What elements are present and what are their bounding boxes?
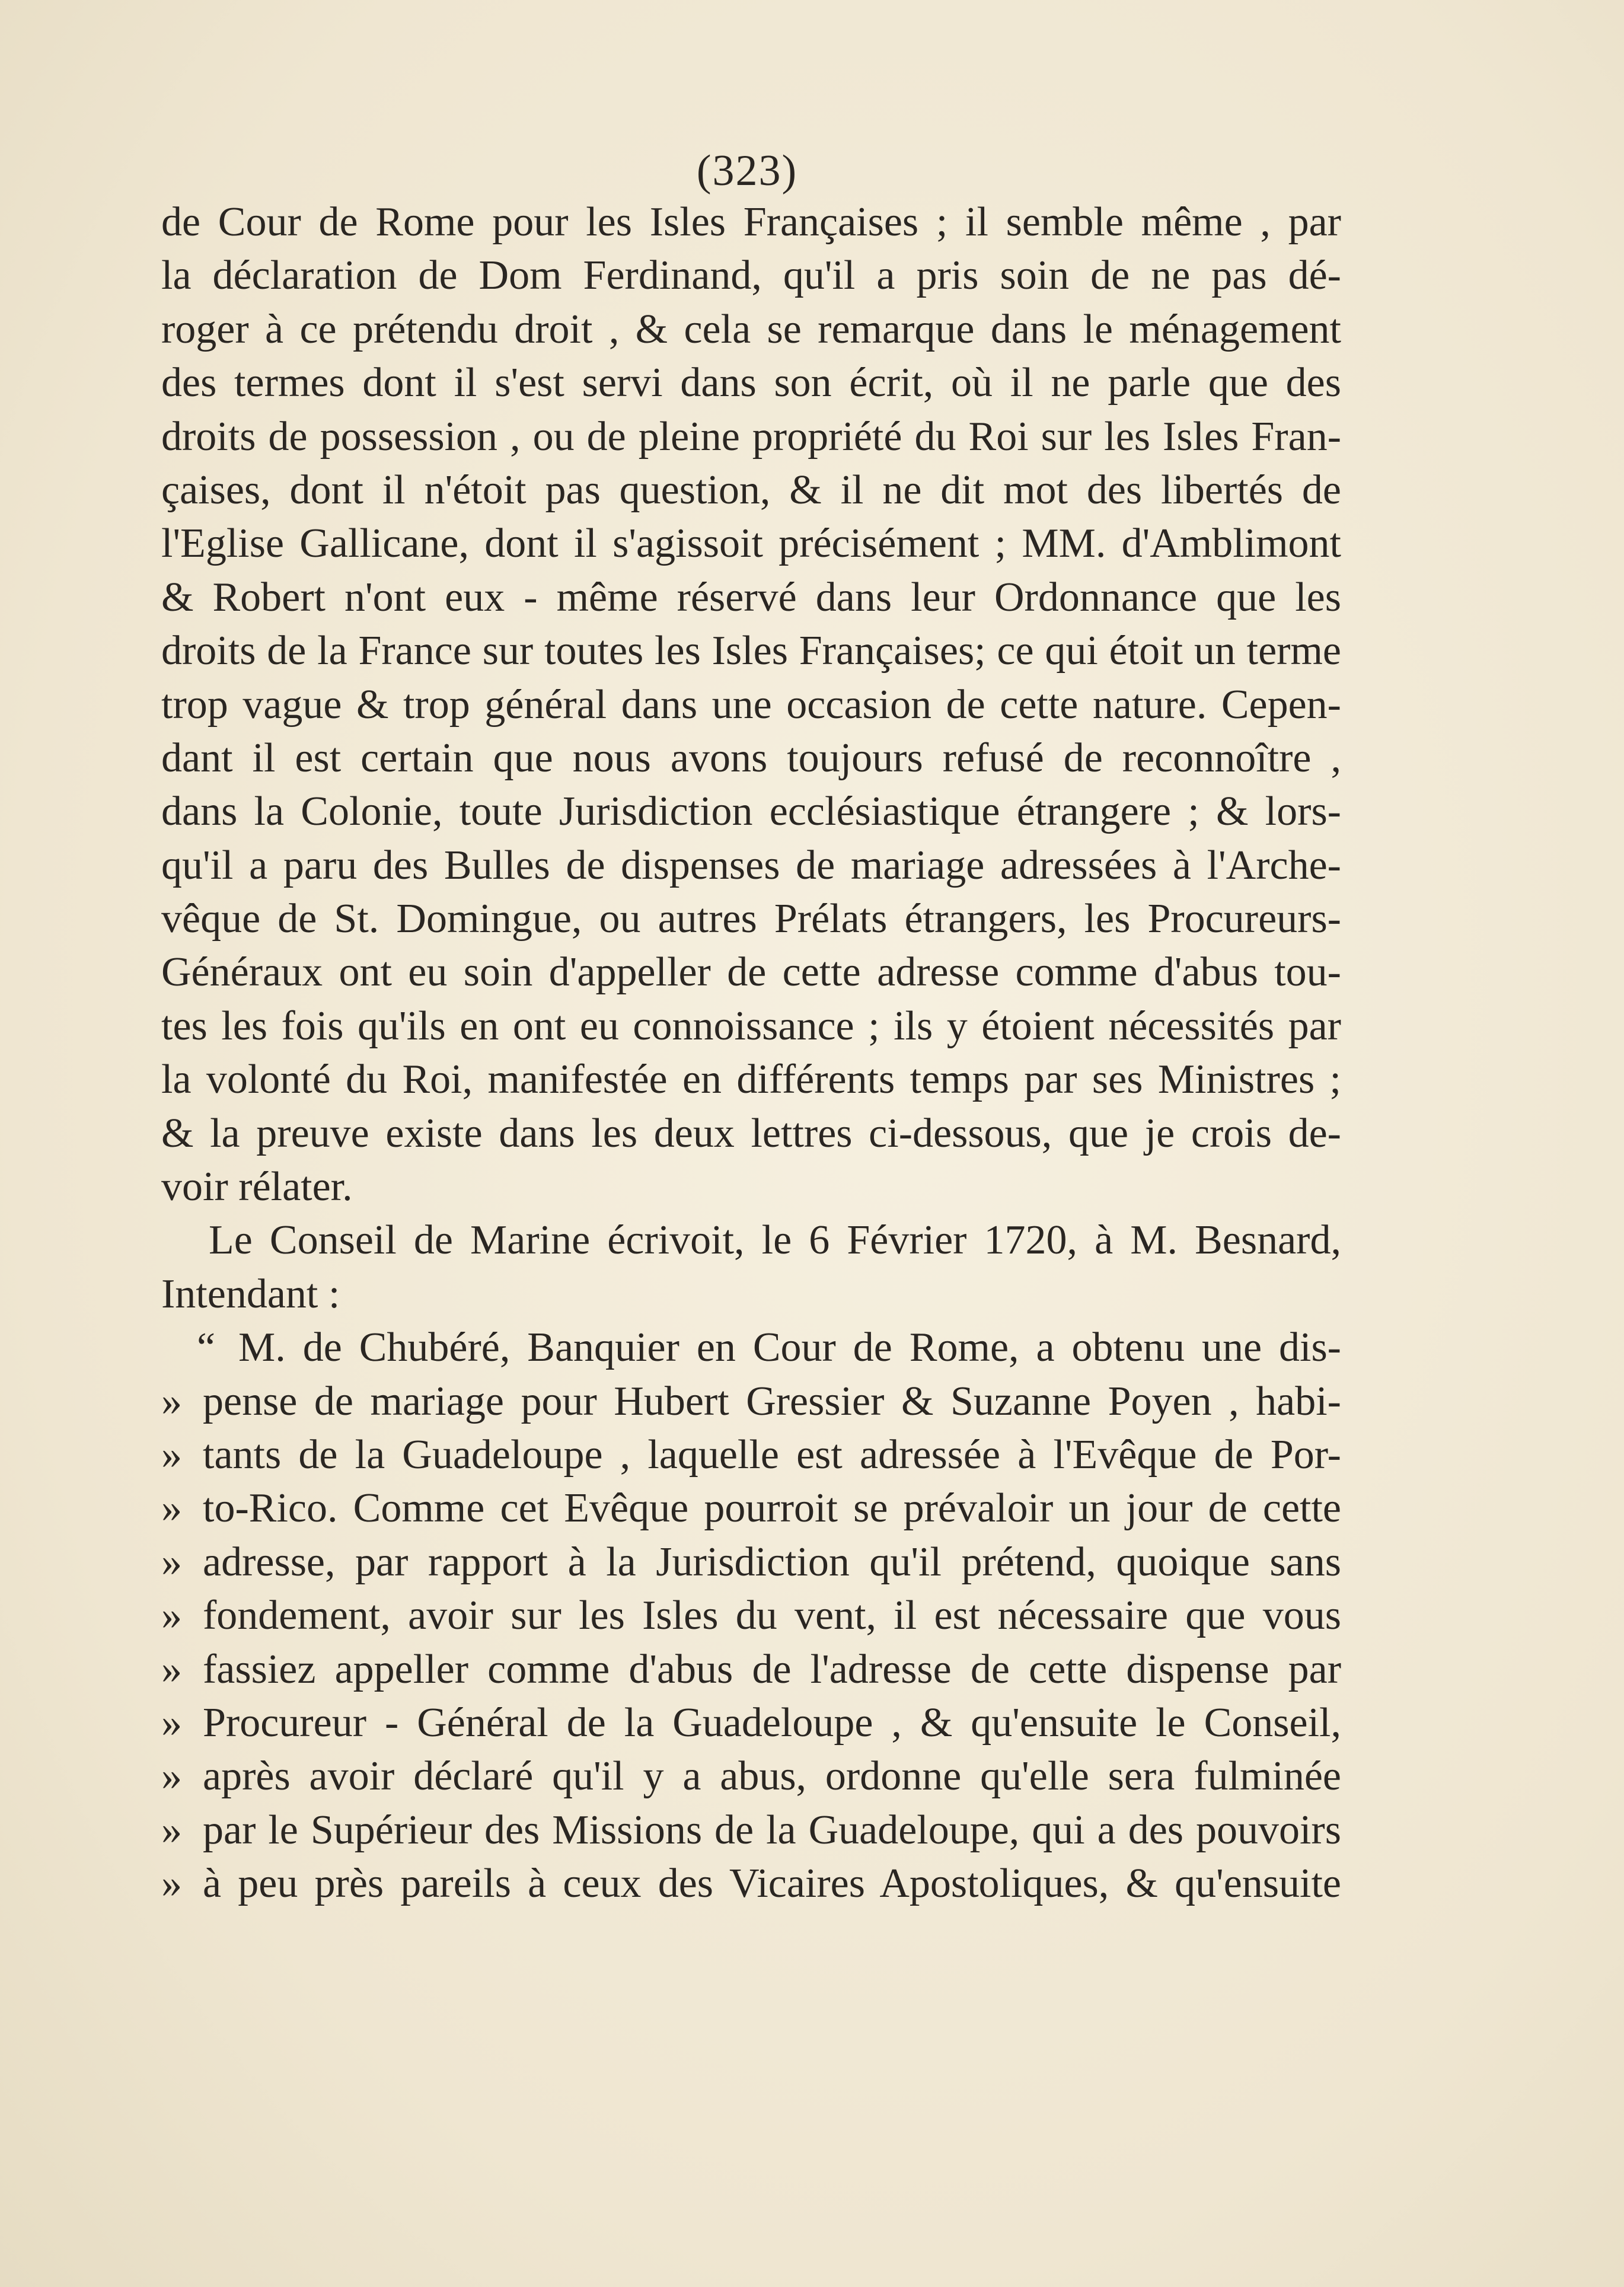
text-line: & la preuve existe dans les deux lettres ci-dessous, que je crois de- — [161, 1110, 1341, 1156]
text-line: çaises, dont il n'étoit pas question, & il ne dit mot des libertés de — [161, 467, 1341, 513]
text-line: vêque de St. Domingue, ou autres Prélats étrangers, les Procureurs- — [161, 896, 1341, 942]
text-line: Le Conseil de Marine écrivoit, le 6 Février 1720, à M. Besnard, — [209, 1217, 1341, 1264]
quote-text: fondement, avoir sur les Isles du vent, il est nécessaire que vous — [203, 1593, 1341, 1639]
text-line: Généraux ont eu soin d'appeller de cette adresse comme d'abus tou- — [161, 949, 1341, 996]
quote-line — [161, 1696, 1341, 1750]
quote-mark: » — [161, 1539, 182, 1585]
quote-mark: » — [161, 1861, 182, 1907]
quote-text: à peu près pareils à ceux des Vicaires Apostoliques, & qu'ensuite — [203, 1861, 1341, 1907]
quote-line — [161, 1643, 1341, 1696]
quote-text: Procureur - Général de la Guadeloupe , & qu'ensuite le Conseil, — [203, 1699, 1341, 1746]
text-line: dant il est certain que nous avons toujours refusé de reconnoître , — [161, 735, 1341, 781]
quote-text: tants de la Guadeloupe , laquelle est adressée à l'Evêque de Por- — [203, 1431, 1341, 1478]
text-line: & Robert n'ont eux - même réservé dans leur Ordonnance que les — [161, 574, 1341, 620]
text-line: tes les fois qu'ils en ont eu connoissance ; ils y étoient nécessités par — [161, 1003, 1341, 1049]
quote-mark: » — [161, 1431, 182, 1478]
quote-text: après avoir déclaré qu'il y a abus, ordonne qu'elle sera fulminée — [203, 1753, 1341, 1800]
text-line: qu'il a paru des Bulles de dispenses de mariage adressées à l'Arche- — [161, 842, 1341, 888]
text-line: la déclaration de Dom Ferdinand, qu'il a pris soin de ne pas dé- — [161, 253, 1341, 299]
quote-mark: » — [161, 1807, 182, 1853]
page-number: (323) — [696, 146, 798, 195]
text-line: des termes dont il s'est servi dans son écrit, où il ne parle que des — [161, 360, 1341, 406]
quote-text: par le Supérieur des Missions de la Guadeloupe, qui a des pouvoirs — [203, 1807, 1341, 1853]
quote-mark: » — [161, 1753, 182, 1800]
text-line: Intendant : — [161, 1271, 340, 1317]
quote-line — [161, 1536, 1341, 1589]
text-line: dans la Colonie, toute Jurisdiction ecclésiastique étrangere ; & lors- — [161, 789, 1341, 835]
quote-mark: » — [161, 1378, 182, 1424]
quote-mark: » — [161, 1646, 182, 1692]
quote-line — [161, 1375, 1341, 1428]
quote-text: fassiez appeller comme d'abus de l'adresse de cette dispense par — [203, 1646, 1341, 1692]
quote-line — [161, 1857, 1341, 1910]
quote-line — [161, 1804, 1341, 1857]
quote-text: M. de Chubéré, Banquier en Cour de Rome, a obtenu une dis- — [238, 1325, 1341, 1371]
quote-line — [161, 1482, 1341, 1535]
quote-mark: » — [161, 1593, 182, 1639]
quote-line — [161, 1750, 1341, 1803]
quote-line — [161, 1321, 1341, 1374]
quote-mark: “ — [197, 1325, 216, 1371]
text-line: de Cour de Rome pour les Isles Françaises ; il semble même , par — [161, 199, 1341, 245]
page-text — [161, 196, 1341, 1911]
quote-line — [161, 1589, 1341, 1642]
text-line: l'Eglise Gallicane, dont il s'agissoit précisément ; MM. d'Amblimont — [161, 521, 1341, 567]
quote-line — [161, 1428, 1341, 1482]
quote-mark: » — [161, 1485, 182, 1532]
quote-text: pense de mariage pour Hubert Gressier & Suzanne Poyen , habi- — [203, 1378, 1341, 1424]
text-line: droits de la France sur toutes les Isles Françaises; ce qui étoit un terme — [161, 628, 1341, 674]
quote-text: to-Rico. Comme cet Evêque pourroit se prévaloir un jour de cette — [203, 1485, 1341, 1532]
quote-text: adresse, par rapport à la Jurisdiction qu'il prétend, quoique sans — [203, 1539, 1341, 1585]
text-line: roger à ce prétendu droit , & cela se remarque dans le ménagement — [161, 306, 1341, 352]
text-line: trop vague & trop général dans une occasion de cette nature. Cepen- — [161, 681, 1341, 728]
text-line: voir rélater. — [161, 1164, 353, 1210]
text-line: droits de possession , ou de pleine propriété du Roi sur les Isles Fran- — [161, 413, 1341, 460]
text-line: la volonté du Roi, manifestée en différents temps par ses Ministres ; — [161, 1057, 1341, 1103]
quote-mark: » — [161, 1699, 182, 1746]
